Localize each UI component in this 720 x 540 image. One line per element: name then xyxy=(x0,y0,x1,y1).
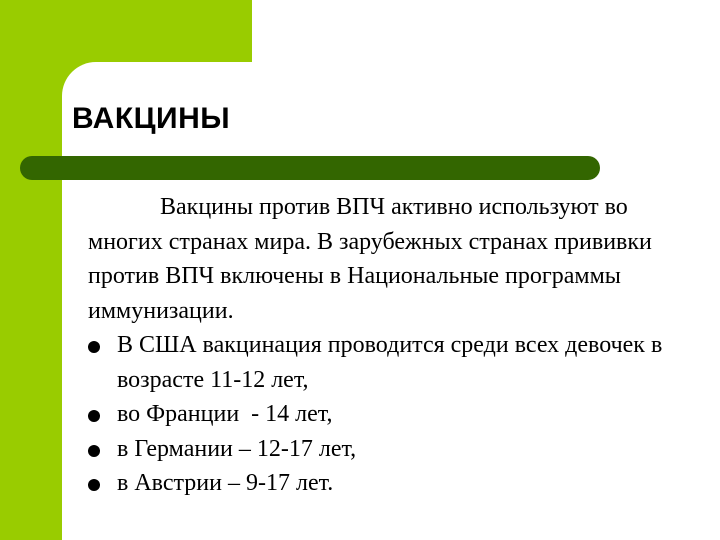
bullet-dot-icon xyxy=(88,445,100,457)
bullet-dot-icon xyxy=(88,341,100,353)
bullet-item xyxy=(88,466,700,501)
intro-paragraph: Вакцины против ВПЧ активно используют во многих странах мира. В зарубежных странах прививки против ВПЧ включены в Национальные программы иммунизации. xyxy=(88,194,652,324)
bullet-dot-icon xyxy=(88,410,100,422)
bullet-item xyxy=(88,328,700,397)
slide-title: ВАКЦИНЫ xyxy=(72,102,231,135)
bullet-item xyxy=(88,397,700,432)
bullet-dot-icon xyxy=(88,479,100,491)
bullet-text: в Австрии – 9-17 лет. xyxy=(117,470,334,496)
bullet-text: в Германии – 12-17 лет, xyxy=(117,435,357,462)
bullet-text: во Франции - 14 лет, xyxy=(117,401,333,427)
slide-body xyxy=(88,190,700,501)
bullet-list xyxy=(88,328,700,501)
bullet-item xyxy=(88,432,700,467)
title-divider-bar xyxy=(20,156,600,180)
bullet-text: В США вакцинация проводится среди всех девочек в возрасте 11-12 лет, xyxy=(117,332,663,393)
